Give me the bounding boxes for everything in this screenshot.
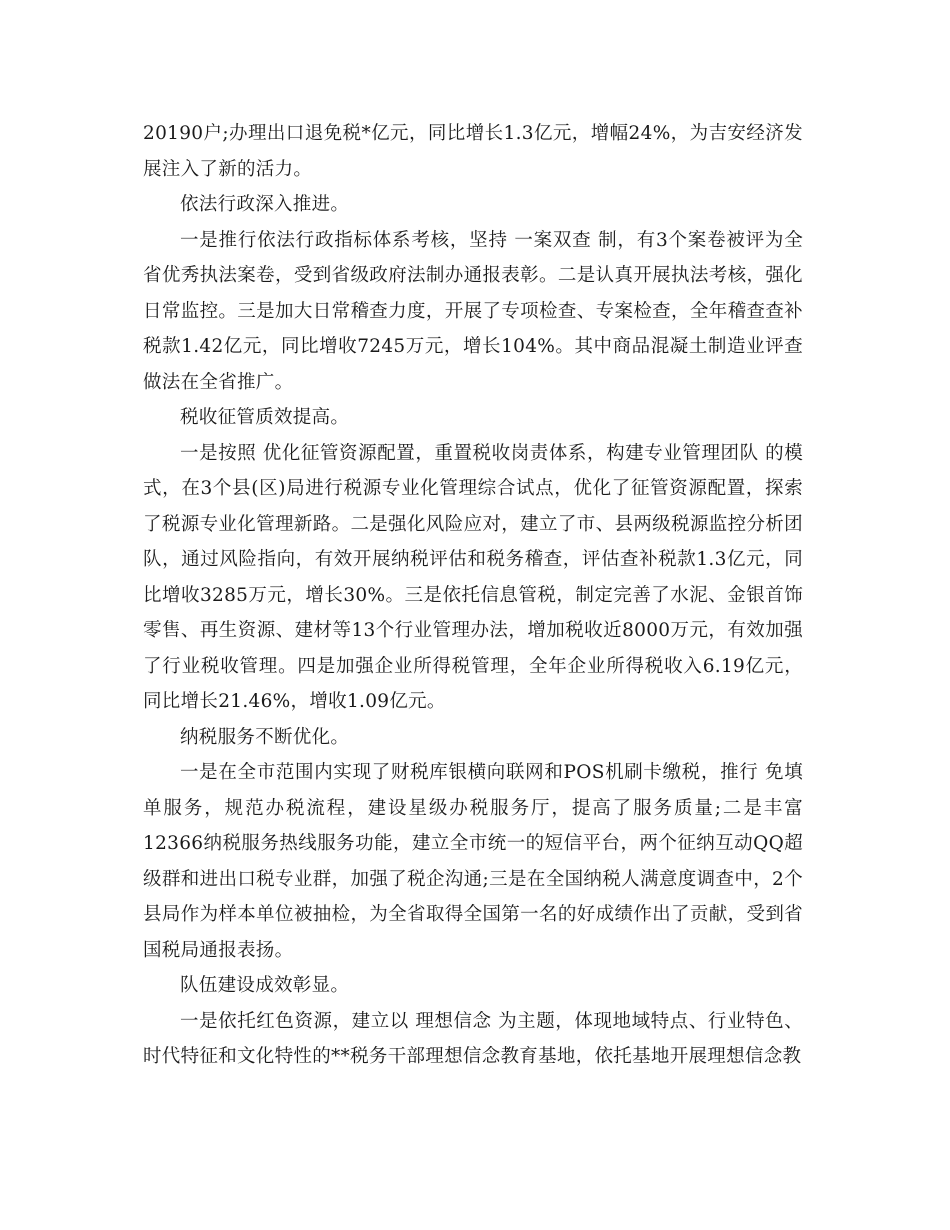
paragraph-law-administration: 一是推行依法行政指标体系考核，坚持 一案双查 制，有3个案卷被评为全省优秀执法案卷，受到省级政府法制办通报表彰。二是认真开展执法考核，强化日常监控。三是加大日常稽查力度，开展了专项检查、专案检查，全年稽查查补税款1.42亿元，同比增收7245万元，增长104%。其中商品混凝土制造业评查做法在全省推广。 [143, 229, 803, 393]
paragraph-team-building: 一是依托红色资源，建立以 理想信念 为主题，体现地域特点、行业特色、时代特征和文化特性的**税务干部理想信念教育基地，依托基地开展理想信念教 [143, 1010, 803, 1067]
document-body [143, 116, 803, 1075]
section-heading-law-administration: 依法行政深入推进。 [180, 194, 350, 215]
section-heading-tax-collection: 税收征管质效提高。 [180, 407, 350, 428]
paragraph-taxpayer-service: 一是在全市范围内实现了财税库银横向联网和POS机刷卡缴税，推行 免填单服务，规范办税流程，建设星级办税服务厅，提高了服务质量;二是丰富12366纳税服务热线服务功能，建立全市统一的短信平台，两个征纳互动QQ超级群和进出口税专业群，加强了税企沟通;三是在全国纳税人满意度调查中，2个县局作为样本单位被抽检，为全省取得全国第一名的好成绩作出了贡献，受到省国税局通报表扬。 [143, 762, 803, 961]
section-heading-taxpayer-service: 纳税服务不断优化。 [180, 726, 350, 748]
section-heading-team-building: 队伍建设成效彰显。 [180, 975, 350, 996]
paragraph-continuation: 20190户;办理出口退免税*亿元，同比增长1.3亿元，增幅24%，为吉安经济发展注入了新的活力。 [143, 123, 803, 180]
paragraph-tax-collection: 一是按照 优化征管资源配置，重置税收岗责体系，构建专业管理团队 的模式，在3个县(区)局进行税源专业化管理综合试点，优化了征管资源配置，探索了税源专业化管理新路。二是强化风险应对，建立了市、县两级税源监控分析团队，通过风险指向，有效开展纳税评估和税务稽查，评估查补税款1.3亿元，同比增收3285万元，增长30%。三是依托信息管税，制定完善了水泥、金银首饰零售、再生资源、建材等13个行业管理办法，增加税收近8000万元，有效加强了行业税收管理。四是加强企业所得税管理，全年企业所得税收入6.19亿元，同比增长21.46%，增收1.09亿元。 [143, 442, 803, 712]
